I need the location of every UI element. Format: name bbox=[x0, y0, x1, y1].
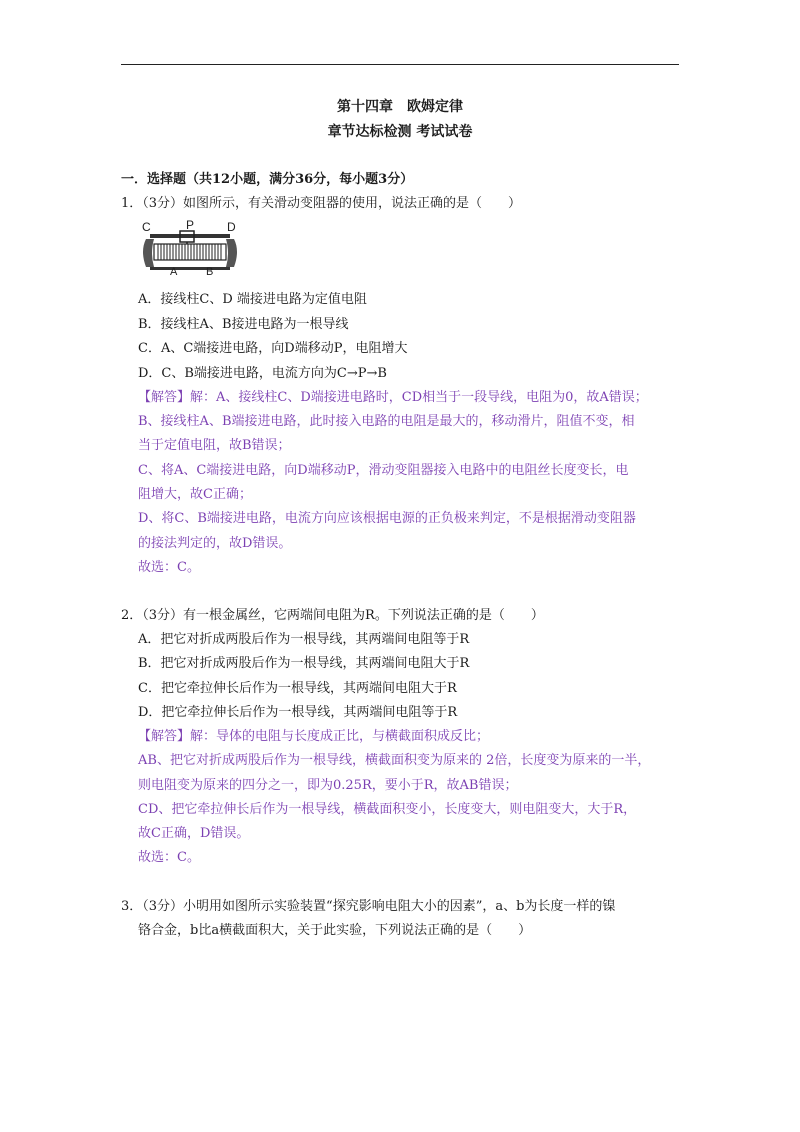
figure-label-p: P bbox=[186, 219, 195, 232]
q1-option-d: D．C、B端接进电路，电流方向为C→P→B bbox=[138, 366, 387, 381]
q2-option-d: D．把它牵拉伸长后作为一根导线，其两端间电阻等于R bbox=[138, 705, 458, 720]
q1-answer-line: 【解答】解：A、接线柱C、D端接进电路时，CD相当于一段导线，电阻为0，故A错误； bbox=[138, 390, 648, 405]
question-3-stem-line: 3．（3分）小明用如图所示实验装置“探究影响电阻大小的因素”，a、b为长度一样的镍 bbox=[121, 899, 616, 914]
q1-answer-line: D、将C、B端接进电路，电流方向应该根据电源的正负极来判定，不是根据滑动变阻器 bbox=[138, 511, 636, 526]
q2-option-c: C．把它牵拉伸长后作为一根导线，其两端间电阻大于R bbox=[138, 681, 457, 696]
q2-answer-line: 则电阻变为原来的四分之一，即为0.25R，要小于R，故AB错误； bbox=[138, 778, 518, 793]
question-1-stem: 1．（3分）如图所示，有关滑动变阻器的使用，说法正确的是（ ） bbox=[121, 196, 522, 211]
figure-label-b: B bbox=[206, 266, 214, 277]
q1-option-b: B．接线柱A、B接进电路为一根导线 bbox=[138, 317, 349, 332]
q1-answer-line: 阻增大，故C正确； bbox=[138, 487, 252, 502]
exam-subtitle: 章节达标检测 考试试卷 bbox=[327, 124, 473, 140]
q2-final-choice: 故选：C。 bbox=[138, 850, 200, 865]
q1-answer-line: B、接线柱A、B端接进电路，此时接入电路的电阻是最大的，移动滑片，阻值不变，相 bbox=[138, 414, 635, 429]
question-2-stem: 2．（3分）有一根金属丝，它两端间电阻为R。下列说法正确的是（ ） bbox=[121, 608, 544, 623]
q1-final-choice: 故选：C。 bbox=[138, 560, 200, 575]
q1-answer-line: C、将A、C端接进电路，向D端移动P，滑动变阻器接入电路中的电阻丝长度变长，电 bbox=[138, 463, 629, 478]
q1-answer-line: 的接法判定的，故D错误。 bbox=[138, 536, 292, 551]
q1-option-c: C．A、C端接进电路，向D端移动P，电阻增大 bbox=[138, 341, 408, 356]
q2-option-a: A．把它对折成两股后作为一根导线，其两端间电阻等于R bbox=[138, 632, 470, 647]
chapter-title: 第十四章 欧姆定律 bbox=[337, 99, 463, 115]
q2-answer-line: AB、把它对折成两股后作为一根导线，横截面积变为原来的 2倍，长度变为原来的一半， bbox=[138, 753, 651, 768]
question-3-stem-line: 铬合金，b比a横截面积大，关于此实验，下列说法正确的是（ ） bbox=[138, 923, 532, 938]
q2-answer-line: 故C正确，D错误。 bbox=[138, 826, 250, 841]
q2-option-b: B．把它对折成两股后作为一根导线，其两端间电阻大于R bbox=[138, 656, 470, 671]
q1-answer-line: 当于定值电阻，故B错误； bbox=[138, 438, 291, 453]
q2-answer-line: CD、把它牵拉伸长后作为一根导线，横截面积变小，长度变大，则电阻变大，大于R， bbox=[138, 802, 637, 817]
figure-label-c: C bbox=[142, 220, 151, 234]
figure-label-a: A bbox=[170, 266, 178, 277]
section-heading: 一．选择题（共12小题，满分36分，每小题3分） bbox=[121, 172, 414, 187]
rheostat-figure bbox=[140, 219, 240, 277]
figure-label-d: D bbox=[227, 220, 236, 234]
header-rule bbox=[121, 64, 679, 65]
q1-option-a: A．接线柱C、D 端接进电路为定值电阻 bbox=[138, 292, 367, 307]
q2-answer-line: 【解答】解：导体的电阻与长度成正比，与横截面积成反比； bbox=[138, 729, 490, 744]
